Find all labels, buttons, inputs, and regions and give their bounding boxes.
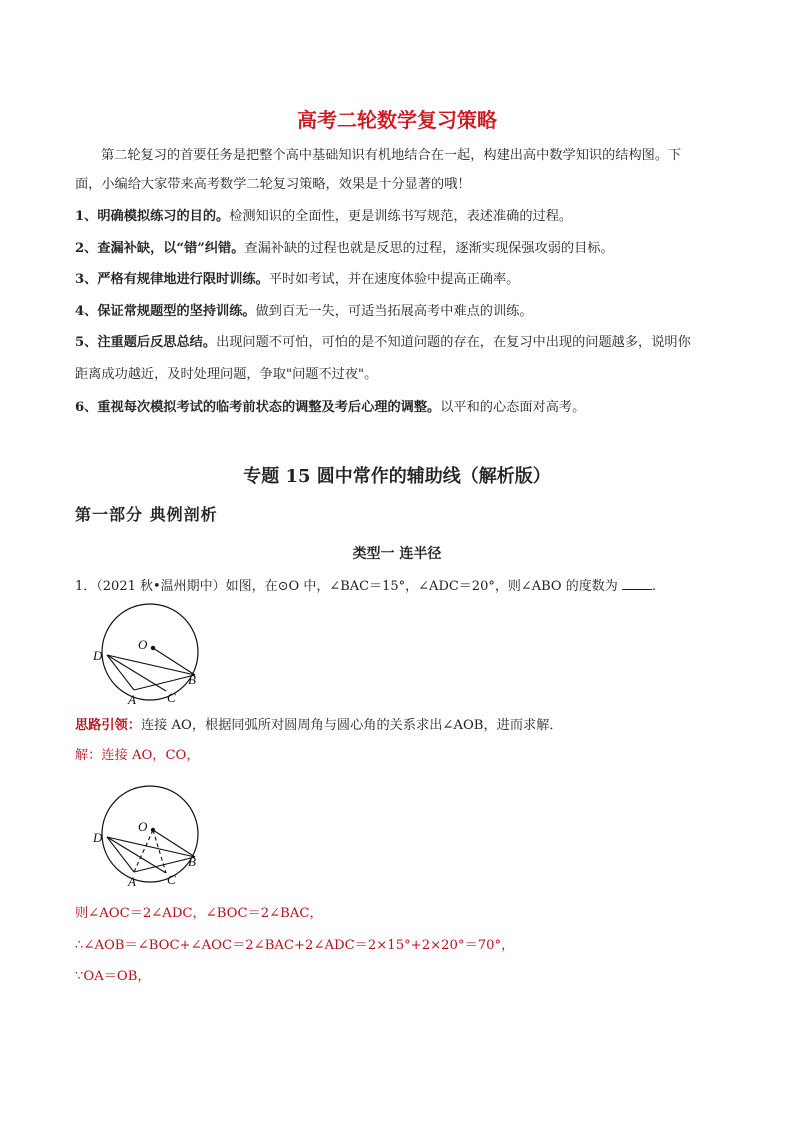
answer-blank bbox=[622, 577, 652, 590]
solution-step-2: 则∠AOC＝2∠ADC，∠BOC＝2∠BAC， bbox=[75, 906, 323, 921]
label-c: C bbox=[167, 690, 176, 705]
segment-oa-dashed bbox=[134, 830, 153, 872]
tip-5-heading: 5、注重题后反思总结。 bbox=[75, 335, 217, 350]
label-b: B bbox=[188, 672, 196, 687]
segment-ob bbox=[153, 830, 195, 857]
tip-3-text: 平时如考试，并在速度体验中提高正确率。 bbox=[268, 272, 520, 287]
label-b: B bbox=[188, 854, 196, 869]
label-d: D bbox=[93, 830, 103, 845]
label-a: A bbox=[128, 874, 136, 889]
problem-statement bbox=[75, 577, 725, 597]
tip-2-heading: 2、查漏补缺，以“错”纠错。 bbox=[75, 241, 245, 256]
tip-5 bbox=[75, 333, 725, 353]
tip-2 bbox=[75, 239, 725, 259]
label-c: C bbox=[167, 872, 176, 887]
figure-circle-1 bbox=[88, 598, 218, 708]
tip-6-heading: 6、重视每次模拟考试的临考前状态的调整及考后心理的调整。 bbox=[75, 400, 441, 415]
type-title: 类型一 连半径 bbox=[352, 546, 442, 562]
tip-1-heading: 1、明确模拟练习的目的。 bbox=[75, 209, 230, 224]
solution-step-3: ∴∠AOB＝∠BOC+∠AOC＝2∠BAC+2∠ADC＝2×15°+2×20°＝70°， bbox=[75, 938, 515, 953]
part-title: 第一部分 典例剖析 bbox=[75, 505, 218, 524]
label-a: A bbox=[128, 692, 136, 707]
tip-5-text: 出现问题不可怕，可怕的是不知道问题的存在，在复习中出现的问题越多，说明你 bbox=[216, 335, 691, 350]
figure-circle-2 bbox=[88, 780, 218, 890]
tip-4-text: 做到百无一失，可适当拓展高考中难点的训练。 bbox=[255, 304, 533, 319]
segment-ob bbox=[153, 648, 195, 675]
solution-step-4: ∵OA＝OB， bbox=[75, 969, 151, 984]
tip-1 bbox=[75, 207, 725, 227]
tip-5-continued: 距离成功越近，及时处理问题，争取"问题不过夜"。 bbox=[75, 367, 378, 382]
label-o: O bbox=[138, 819, 148, 834]
tip-4 bbox=[75, 302, 725, 322]
section-title: 专题 15 圆中常作的辅助线（解析版） bbox=[243, 466, 551, 487]
label-d: D bbox=[93, 648, 103, 663]
tip-6-text: 以平和的心态面对高考。 bbox=[440, 400, 586, 415]
tip-1-text: 检测知识的全面性，更是训练书写规范，表述准确的过程。 bbox=[229, 209, 573, 224]
tip-2-text: 查漏补缺的过程也就是反思的过程，逐渐实现保强攻弱的目标。 bbox=[244, 241, 614, 256]
solution-step-1: 解：连接 AO，CO， bbox=[75, 748, 200, 763]
intro-line-1: 第二轮复习的首要任务是把整个高中基础知识有机地结合在一起，构建出高中数学知识的结构图。下 bbox=[101, 148, 682, 163]
tip-3 bbox=[75, 270, 725, 290]
hint-text: 连接 AO，根据同弧所对圆周角与圆心角的关系求出∠AOB，进而求解． bbox=[140, 718, 563, 733]
page-title: 高考二轮数学复习策略 bbox=[297, 108, 497, 132]
label-o: O bbox=[138, 637, 148, 652]
tip-3-heading: 3、严格有规律地进行限时训练。 bbox=[75, 272, 269, 287]
hint-line bbox=[75, 716, 725, 736]
problem-text: 1．（2021 秋•温州期中）如图，在⊙O 中，∠BAC＝15°，∠ADC＝20°，则∠ABO 的度数为 bbox=[75, 579, 618, 594]
hint-label: 思路引领： bbox=[75, 718, 141, 733]
problem-end: . bbox=[651, 579, 656, 594]
tip-6 bbox=[75, 398, 725, 418]
tip-4-heading: 4、保证常规题型的坚持训练。 bbox=[75, 304, 256, 319]
intro-line-2: 面，小编给大家带来高考数学二轮复习策略，效果是十分显著的哦！ bbox=[75, 177, 471, 192]
